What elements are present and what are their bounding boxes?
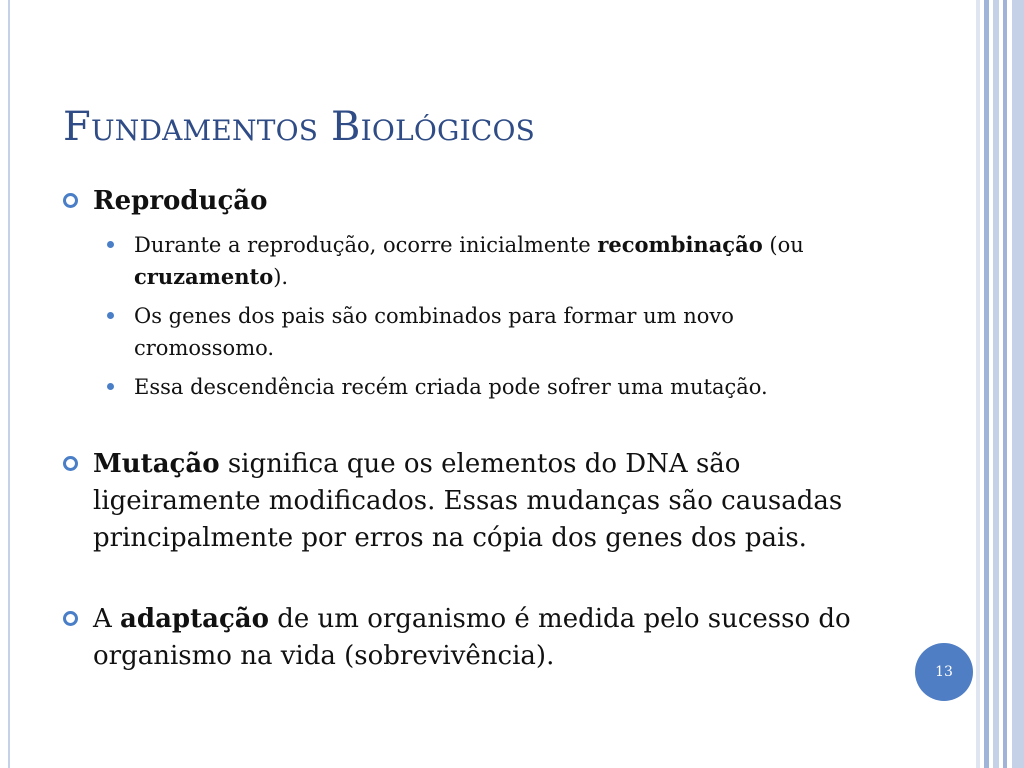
- bullet-text: [93, 446, 883, 557]
- bullet-text: [93, 601, 883, 675]
- border-band: [1003, 0, 1007, 768]
- ring-bullet-icon: [63, 456, 78, 471]
- text-segment: significa que os elementos do DNA são ligeiramente modificados. Essas mudanças são causadas principalmente por erros na cópia dos genes dos pais.: [93, 449, 843, 553]
- page-number-badge: 13: [915, 643, 973, 701]
- slide-title: Fundamentos Biológicos: [63, 104, 536, 150]
- bullet-reproducao: [63, 183, 883, 220]
- bullet-mutacao: [63, 446, 883, 557]
- dot-bullet-icon: [107, 241, 114, 248]
- dot-bullet-icon: [107, 312, 114, 319]
- slide-right-border: [976, 0, 1024, 768]
- bullet-text: [93, 183, 883, 220]
- bold-term: Mutação: [93, 449, 220, 479]
- ring-bullet-icon: [63, 193, 78, 208]
- border-band: [984, 0, 989, 768]
- slide-left-border: [8, 0, 10, 768]
- text-segment: de um organismo é medida pelo sucesso do organismo na vida (sobrevivência).: [93, 604, 851, 671]
- text-segment: ).: [273, 265, 289, 289]
- bullet-adaptacao: [63, 601, 883, 675]
- border-band: [1012, 0, 1024, 768]
- reproducao-heading: Reprodução: [93, 186, 268, 216]
- ring-bullet-icon: [63, 611, 78, 626]
- sub-bullet-text: Os genes dos pais são combinados para formar um novo cromossomo.: [134, 304, 734, 360]
- sub-bullet-descendencia: [107, 371, 867, 403]
- dot-bullet-icon: [107, 383, 114, 390]
- text-segment: (ou: [762, 233, 804, 257]
- border-band: [993, 0, 999, 768]
- sub-bullet-genes: [107, 300, 867, 364]
- bold-term: cruzamento: [134, 264, 274, 289]
- sub-bullet-recombinacao: [107, 229, 867, 293]
- text-segment: Durante a reprodução, ocorre inicialmente: [134, 233, 598, 257]
- sub-bullet-text: [134, 229, 867, 293]
- text-segment: A: [93, 604, 121, 634]
- sub-bullet-text: Essa descendência recém criada pode sofrer uma mutação.: [134, 375, 768, 399]
- bold-term: adaptação: [120, 604, 269, 634]
- border-band: [976, 0, 980, 768]
- bold-term: recombinação: [597, 232, 763, 257]
